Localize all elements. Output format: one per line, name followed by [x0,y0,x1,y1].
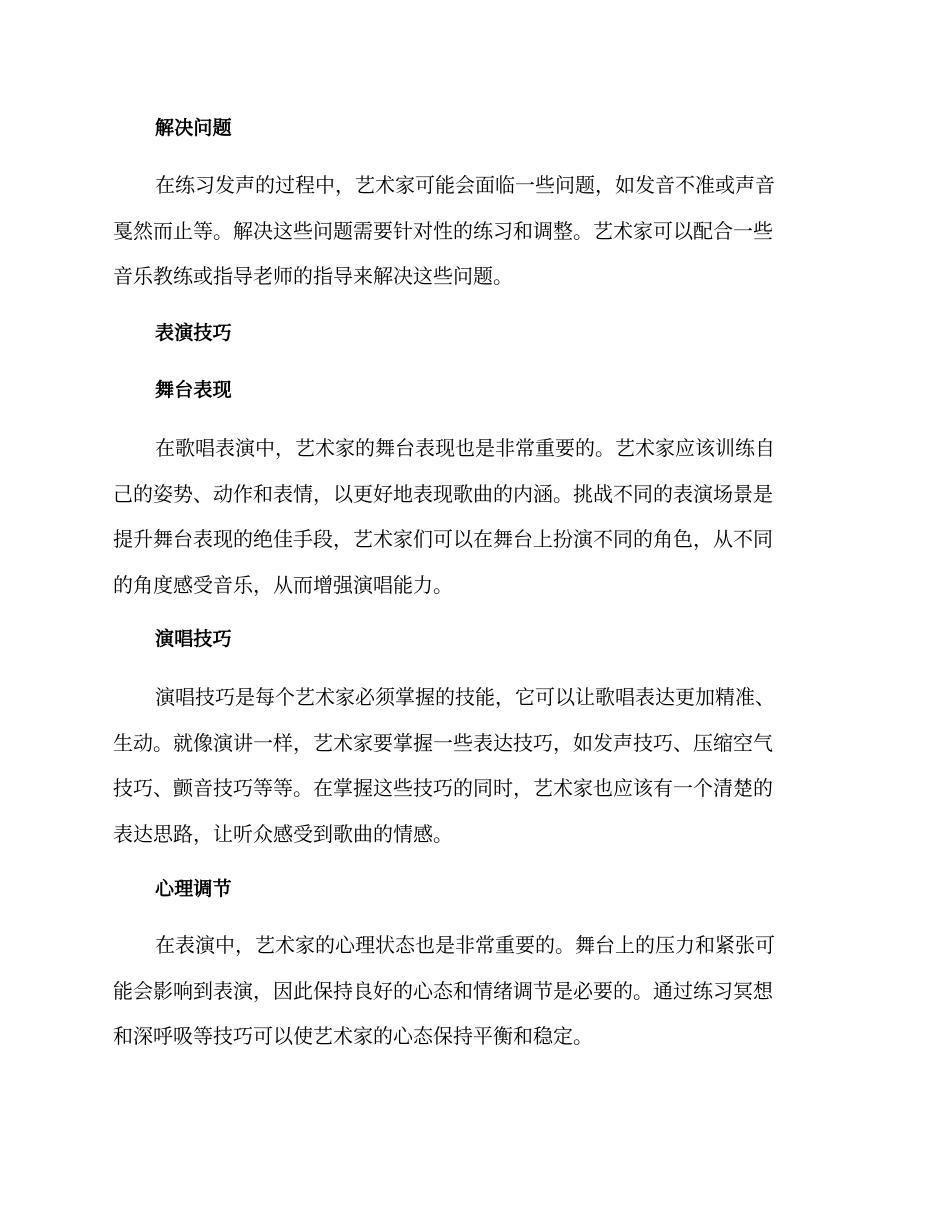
paragraph-line: 技巧、颤音技巧等等。在掌握这些技巧的同时，艺术家也应该有一个清楚的 [113,776,773,800]
paragraph-line: 在表演中，艺术家的心理状态也是非常重要的。舞台上的压力和紧张可 [155,933,775,957]
paragraph-singing-skills [113,682,843,864]
paragraph-line: 生动。就像演讲一样，艺术家要掌握一些表达技巧，如发声技巧、压缩空气 [113,730,773,755]
paragraph-psychological-adjustment [113,930,843,1067]
section-heading-singing-skills: 演唱技巧 [155,628,232,650]
paragraph-solve-problems [113,170,843,307]
paragraph-line: 音乐教练或指导老师的指导来解决这些问题。 [113,264,513,288]
paragraph-line: 在歌唱表演中，艺术家的舞台表现也是非常重要的。艺术家应该训练自 [155,436,775,460]
paragraph-line: 在练习发声的过程中，艺术家可能会面临一些问题，如发音不准或声音 [155,173,775,197]
paragraph-line: 的角度感受音乐，从而增强演唱能力。 [113,572,453,597]
section-heading-performance-skills: 表演技巧 [155,322,232,344]
paragraph-line: 己的姿势、动作和表情，以更好地表现歌曲的内涵。挑战不同的表演场景是 [113,481,773,506]
section-heading-stage-performance: 舞台表现 [155,379,232,401]
paragraph-line: 和深呼吸等技巧可以使艺术家的心态保持平衡和稳定。 [113,1024,593,1048]
section-heading-solve-problems: 解决问题 [155,117,232,139]
paragraph-line: 提升舞台表现的绝佳手段，艺术家们可以在舞台上扮演不同的角色，从不同 [113,527,773,551]
paragraph-line: 演唱技巧是每个艺术家必须掌握的技能，它可以让歌唱表达更加精准、 [155,685,775,709]
paragraph-line: 能会影响到表演，因此保持良好的心态和情绪调节是必要的。通过练习冥想 [113,978,773,1003]
paragraph-line: 戛然而止等。解决这些问题需要针对性的练习和调整。艺术家可以配合一些 [113,218,773,243]
paragraph-line: 表达思路，让听众感受到歌曲的情感。 [113,821,453,846]
paragraph-stage-performance [113,433,843,615]
section-heading-psychological-adjustment: 心理调节 [155,878,232,900]
